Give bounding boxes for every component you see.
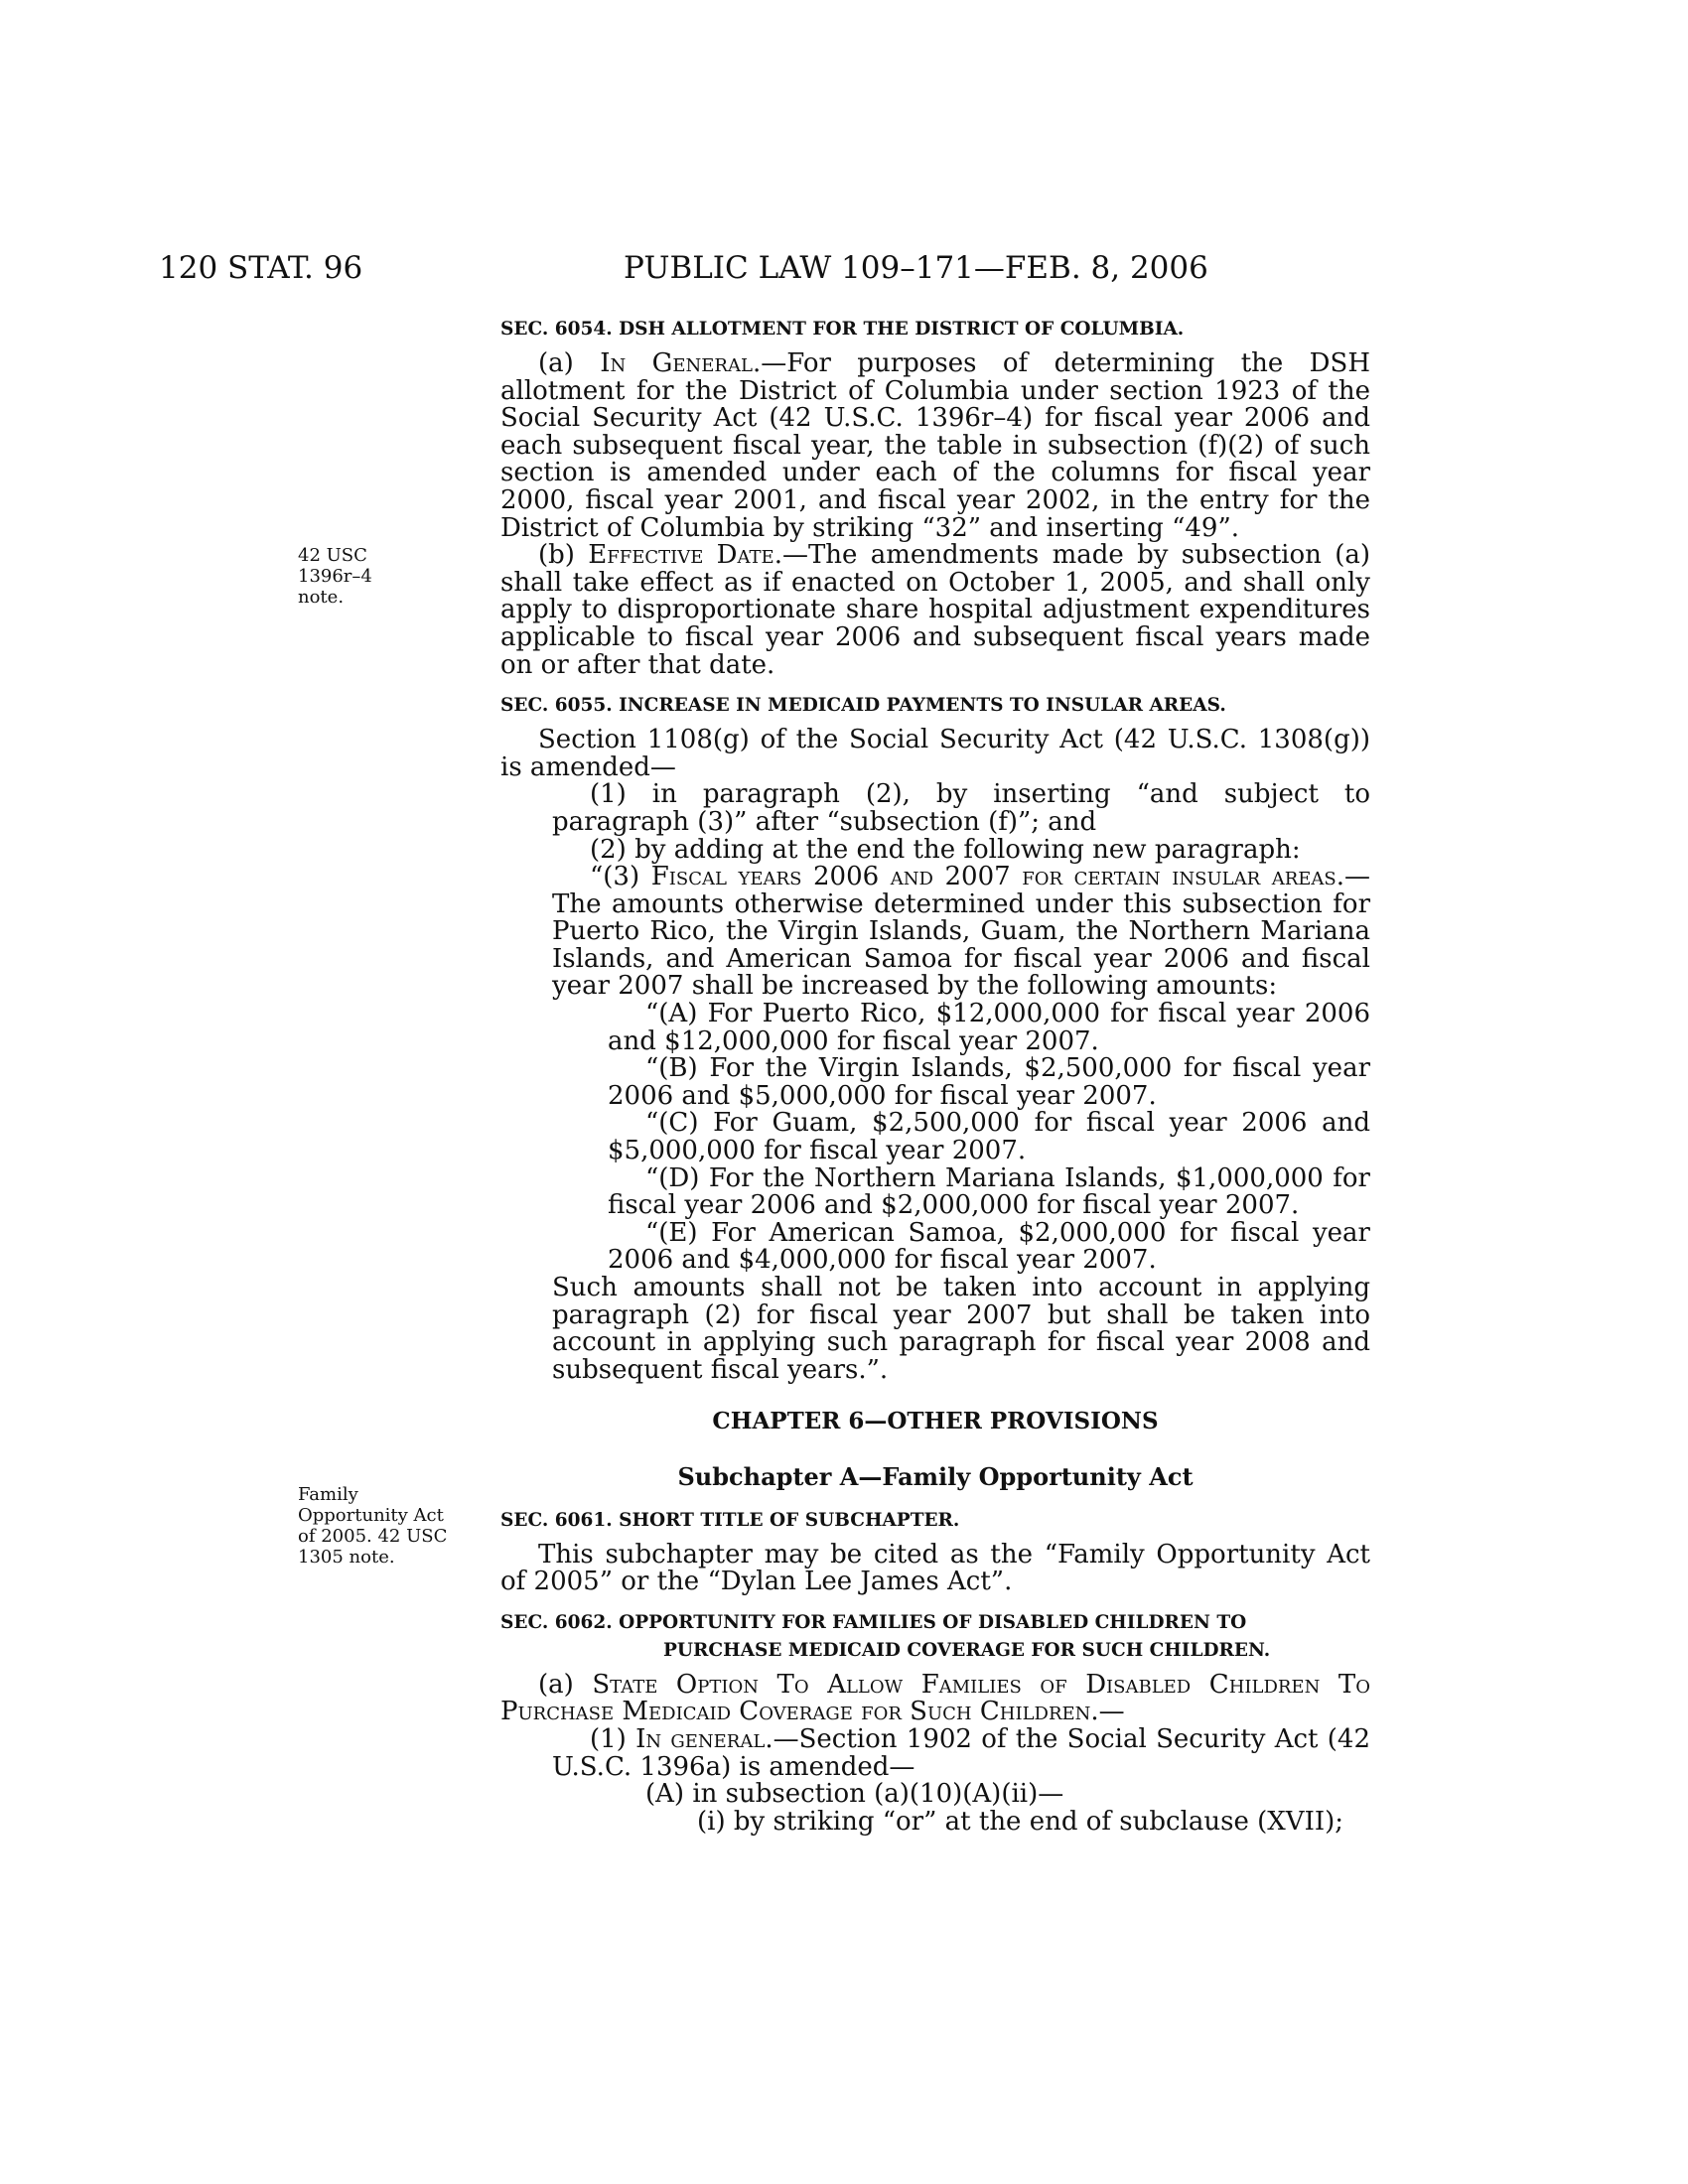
section-6062-clause-i: (i) by striking “or” at the end of subclause (XVII); (697, 1806, 1344, 1837)
subparagraph-D: “(D) For the Northern Mariana Islands, $1,000,000 for fiscal year 2006 and $2,000,000 for fiscal year 2007. (608, 1162, 1370, 1221)
statute-page-number: 120 STAT. 96 (159, 250, 363, 286)
caption: In general (635, 1723, 766, 1754)
section-6062-heading: SEC. 6062. OPPORTUNITY FOR FAMILIES OF DISABLED CHILDREN TO PURCHASE MEDICAID COVERAGE FOR SUCH CHILDREN. (500, 1611, 1271, 1661)
main-text-column (500, 316, 1370, 1836)
caption: In General (600, 348, 753, 378)
section-6055-item-2: (2) by adding at the end the following new paragraph: (590, 834, 1301, 865)
caption: State Option To Allow Families of Disabled Children To Purchase Medicaid Coverage for Such Children (500, 1669, 1370, 1727)
section-6062-paragraph-1: (1) In general.—Section 1902 of the Social Security Act (42 U.S.C. 1396a) is amended— (552, 1723, 1371, 1782)
section-6055-paragraph-3: “(3) Fiscal years 2006 and 2007 for certain insular areas.—The amounts otherwise determined under this subsection for Puerto Rico, the Virgin Islands, Guam, the Northern Mariana Islands, and American Samoa for fiscal year 2006 and fiscal year 2007 shall be increased by the following amounts: (552, 862, 1371, 1002)
caption: Fiscal years 2006 and 2007 for certain insular areas (650, 862, 1336, 892)
section-6062-subparagraph-A: (A) in subsection (a)(10)(A)(ii)— (645, 1779, 1064, 1810)
chapter-heading: CHAPTER 6—OTHER PROVISIONS (712, 1408, 1159, 1435)
subparagraph-C: “(C) For Guam, $2,500,000 for fiscal year 2006 and $5,000,000 for fiscal year 2007. (608, 1108, 1370, 1166)
section-6055-heading: SEC. 6055. INCREASE IN MEDICAID PAYMENTS TO INSULAR AREAS. (500, 695, 1226, 717)
subparagraph-B: “(B) For the Virgin Islands, $2,500,000 for fiscal year 2006 and $5,000,000 for fiscal year 2007. (608, 1053, 1370, 1111)
page-header (159, 250, 1390, 290)
margin-note-usc: 42 USC 1396r–4 note. (298, 545, 372, 608)
subparagraph-E: “(E) For American Samoa, $2,000,000 for fiscal year 2006 and $4,000,000 for fiscal year 2007. (608, 1217, 1370, 1276)
public-law-title: PUBLIC LAW 109–171—FEB. 8, 2006 (624, 250, 1208, 286)
caption: Effective Date (588, 540, 774, 571)
section-6062-a: (a) State Option To Allow Families of Disabled Children To Purchase Medicaid Coverage for Such Children.— (500, 1669, 1370, 1727)
section-6055-intro: Section 1108(g) of the Social Security Act (42 U.S.C. 1308(g)) is amended— (500, 725, 1370, 782)
subparagraph-A: “(A) For Puerto Rico, $12,000,000 for fiscal year 2006 and $12,000,000 for fiscal year 2007. (608, 999, 1370, 1056)
section-6055-closing: Such amounts shall not be taken into account in applying paragraph (2) for fiscal year 2007 but shall be taken into account in applying such paragraph for fiscal year 2008 and subsequent fiscal years.”. (552, 1273, 1370, 1385)
subchapter-heading: Subchapter A—Family Opportunity Act (677, 1461, 1194, 1491)
section-6054-a: (a) In General.—For purposes of determining the DSH allotment for the District of Columbia under section 1923 of the Social Security Act (42 U.S.C. 1396r–4) for fiscal year 2006 and each subsequent fiscal year, the table in subsection (f)(2) of such section is amended under each of the columns for fiscal year 2000, fiscal year 2001, and fiscal year 2002, in the entry for the District of Columbia by striking “32” and inserting “49”. (500, 348, 1371, 543)
section-6061-text: This subchapter may be cited as the “Family Opportunity Act of 2005” or the “Dylan Lee James Act”. (500, 1539, 1370, 1597)
section-6054-heading: SEC. 6054. DSH ALLOTMENT FOR THE DISTRICT OF COLUMBIA. (500, 319, 1185, 340)
section-6061-heading: SEC. 6061. SHORT TITLE OF SUBCHAPTER. (500, 1509, 960, 1531)
section-6055-item-1: (1) in paragraph (2), by inserting “and subject to paragraph (3)” after “subsection (f)”; and (552, 779, 1370, 837)
margin-note-family-opportunity: Family Opportunity Act of 2005. 42 USC 1305 note. (298, 1484, 448, 1568)
section-6054-b: (b) Effective Date.—The amendments made by subsection (a) shall take effect as if enacted on October 1, 2005, and shall only apply to disproportionate share hospital adjustment expenditures applicable to fiscal year 2006 and subsequent fiscal years made on or after that date. (500, 540, 1370, 680)
